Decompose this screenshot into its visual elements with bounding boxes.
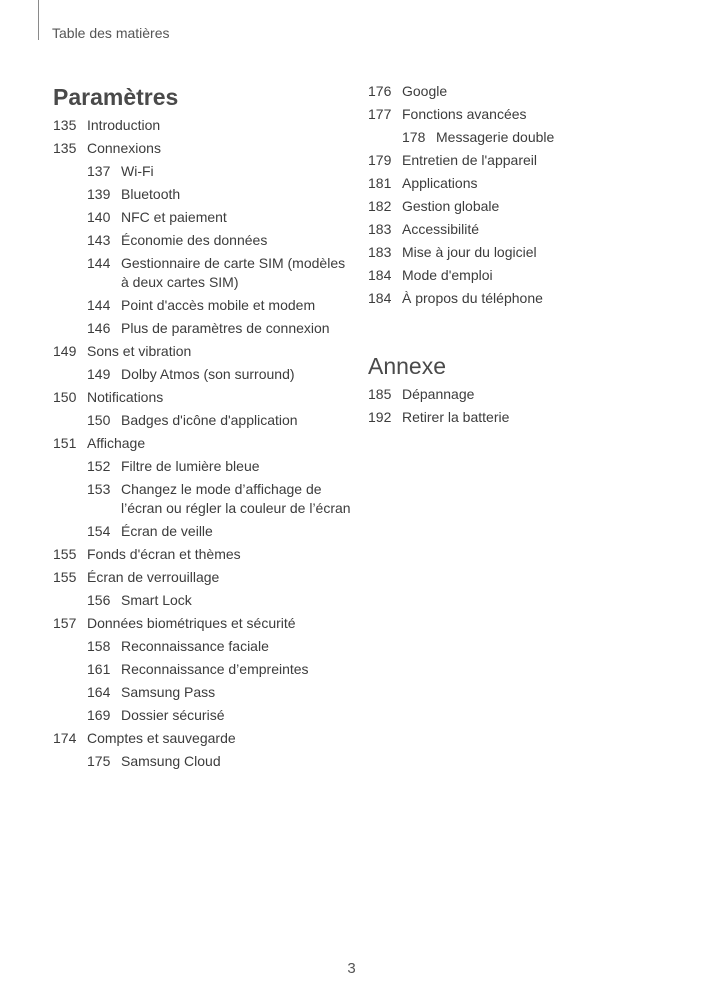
toc-entry[interactable] [368, 266, 668, 285]
toc-entry[interactable] [53, 637, 353, 656]
toc-entry[interactable] [53, 752, 353, 771]
toc-entry-label: Messagerie double [436, 129, 555, 145]
toc-entry-label: Dossier sécurisé [121, 707, 225, 723]
toc-entry[interactable] [53, 591, 353, 610]
toc-entry-page: 158 [87, 638, 111, 654]
toc-entry-page: 135 [53, 140, 77, 156]
toc-entry-label: Point d'accès mobile et modem [121, 297, 316, 313]
toc-entry-page: 152 [87, 458, 111, 474]
toc-entry-label: Mode d'emploi [402, 267, 493, 283]
toc-entry-label: Changez le mode d’affichage de l’écran ou régler la couleur de l’écran [121, 481, 351, 516]
section-title-annexe: Annexe [368, 353, 447, 379]
toc-entry-page: 156 [87, 592, 111, 608]
toc-left-column [53, 82, 353, 775]
toc-entry-page: 146 [87, 320, 111, 336]
toc-entry[interactable] [53, 568, 353, 587]
toc-entry-page: 137 [87, 163, 111, 179]
toc-entry[interactable] [368, 289, 668, 308]
toc-entry[interactable] [53, 185, 353, 204]
toc-entry[interactable] [368, 128, 668, 147]
toc-list-annexe [368, 385, 668, 427]
toc-entry-page: 153 [87, 481, 111, 497]
toc-entry-label: Smart Lock [121, 592, 192, 608]
toc-entry-label: Badges d'icône d'application [121, 412, 298, 428]
toc-entry[interactable] [368, 220, 668, 239]
toc-entry-page: 176 [368, 83, 392, 99]
toc-entry[interactable] [53, 614, 353, 633]
toc-entry[interactable] [53, 522, 353, 541]
toc-entry[interactable] [53, 729, 353, 748]
toc-entry-page: 140 [87, 209, 111, 225]
toc-entry-label: Samsung Pass [121, 684, 216, 700]
toc-entry[interactable] [53, 208, 353, 227]
section-title-parametres: Paramètres [53, 84, 179, 110]
toc-entry[interactable] [368, 151, 668, 170]
toc-entry[interactable] [368, 385, 668, 404]
toc-entry-label: Retirer la batterie [402, 409, 510, 425]
toc-entry[interactable] [53, 388, 353, 407]
toc-entry-label: Fonds d'écran et thèmes [87, 546, 241, 562]
toc-entry-page: 169 [87, 707, 111, 723]
toc-entry[interactable] [53, 231, 353, 250]
toc-entry[interactable] [368, 243, 668, 262]
toc-entry-label: Dépannage [402, 386, 475, 402]
toc-entry-label: Accessibilité [402, 221, 480, 237]
toc-entry-page: 143 [87, 232, 111, 248]
toc-entry-page: 185 [368, 386, 392, 402]
toc-entry-label: Reconnaissance d’empreintes [121, 661, 309, 677]
toc-entry-label: Gestionnaire de carte SIM (modèles à deux cartes SIM) [121, 255, 346, 290]
toc-entry-label: Filtre de lumière bleue [121, 458, 260, 474]
toc-entry-label: Bluetooth [121, 186, 181, 202]
toc-entry-page: 178 [402, 129, 426, 145]
toc-entry-page: 135 [53, 117, 77, 133]
toc-entry-page: 175 [87, 753, 111, 769]
toc-right-column [368, 82, 668, 431]
toc-entry-page: 144 [87, 297, 111, 313]
toc-entry[interactable] [53, 365, 353, 384]
toc-entry-page: 174 [53, 730, 77, 746]
toc-entry[interactable] [53, 457, 353, 476]
toc-entry-label: Introduction [87, 117, 161, 133]
toc-entry-page: 183 [368, 221, 392, 237]
toc-entry[interactable] [53, 480, 353, 518]
toc-entry[interactable] [368, 408, 668, 427]
toc-entry[interactable] [53, 116, 353, 135]
header-divider [38, 0, 39, 40]
toc-entry[interactable] [368, 174, 668, 193]
toc-entry-label: Google [402, 83, 448, 99]
toc-entry-label: Applications [402, 175, 478, 191]
toc-entry[interactable] [53, 411, 353, 430]
toc-entry-page: 155 [53, 546, 77, 562]
toc-entry[interactable] [53, 319, 353, 338]
toc-entry-page: 182 [368, 198, 392, 214]
header-title: Table des matières [52, 25, 170, 41]
toc-entry-label: Économie des données [121, 232, 268, 248]
toc-entry-label: NFC et paiement [121, 209, 227, 225]
page-number: 3 [347, 960, 356, 977]
toc-entry[interactable] [53, 434, 353, 453]
toc-entry-label: Entretien de l'appareil [402, 152, 537, 168]
toc-entry-page: 149 [87, 366, 111, 382]
toc-entry-label: Notifications [87, 389, 164, 405]
toc-entry-label: Reconnaissance faciale [121, 638, 269, 654]
toc-entry-label: Fonctions avancées [402, 106, 527, 122]
toc-entry-page: 192 [368, 409, 392, 425]
toc-entry[interactable] [53, 545, 353, 564]
toc-entry-label: Affichage [87, 435, 146, 451]
toc-entry-page: 183 [368, 244, 392, 260]
toc-entry-page: 151 [53, 435, 77, 451]
toc-entry-label: À propos du téléphone [402, 290, 543, 306]
toc-entry-page: 155 [53, 569, 77, 585]
toc-entry[interactable] [368, 105, 668, 124]
toc-entry[interactable] [53, 342, 353, 361]
toc-entry-label: Comptes et sauvegarde [87, 730, 236, 746]
toc-entry-page: 184 [368, 290, 392, 306]
toc-entry-page: 164 [87, 684, 111, 700]
toc-entry-label: Wi-Fi [121, 163, 154, 179]
toc-entry[interactable] [53, 139, 353, 158]
toc-entry[interactable] [53, 162, 353, 181]
toc-entry-page: 179 [368, 152, 392, 168]
toc-entry-page: 150 [53, 389, 77, 405]
toc-entry[interactable] [53, 706, 353, 725]
toc-entry-label: Plus de paramètres de connexion [121, 320, 330, 336]
toc-entry[interactable] [53, 296, 353, 315]
toc-entry-page: 150 [87, 412, 111, 428]
toc-entry-label: Sons et vibration [87, 343, 192, 359]
toc-entry-label: Écran de veille [121, 523, 213, 539]
toc-entry[interactable] [368, 197, 668, 216]
toc-entry-label: Gestion globale [402, 198, 500, 214]
toc-entry-page: 157 [53, 615, 77, 631]
toc-entry[interactable] [53, 254, 353, 292]
toc-entry-page: 154 [87, 523, 111, 539]
toc-entry-label: Samsung Cloud [121, 753, 221, 769]
toc-entry-page: 181 [368, 175, 392, 191]
toc-list-parametres [53, 116, 353, 771]
toc-entry-page: 149 [53, 343, 77, 359]
toc-entry-label: Connexions [87, 140, 161, 156]
toc-entry-label: Dolby Atmos (son surround) [121, 366, 295, 382]
toc-entry-page: 177 [368, 106, 392, 122]
toc-entry-page: 144 [87, 255, 111, 271]
toc-entry-page: 139 [87, 186, 111, 202]
toc-entry[interactable] [368, 82, 668, 101]
toc-entry-page: 184 [368, 267, 392, 283]
toc-entry-label: Données biométriques et sécurité [87, 615, 296, 631]
toc-entry-page: 161 [87, 661, 111, 677]
toc-entry-label: Écran de verrouillage [87, 569, 220, 585]
toc-entry[interactable] [53, 683, 353, 702]
toc-entry-label: Mise à jour du logiciel [402, 244, 537, 260]
toc-list-continued [368, 82, 668, 308]
toc-entry[interactable] [53, 660, 353, 679]
